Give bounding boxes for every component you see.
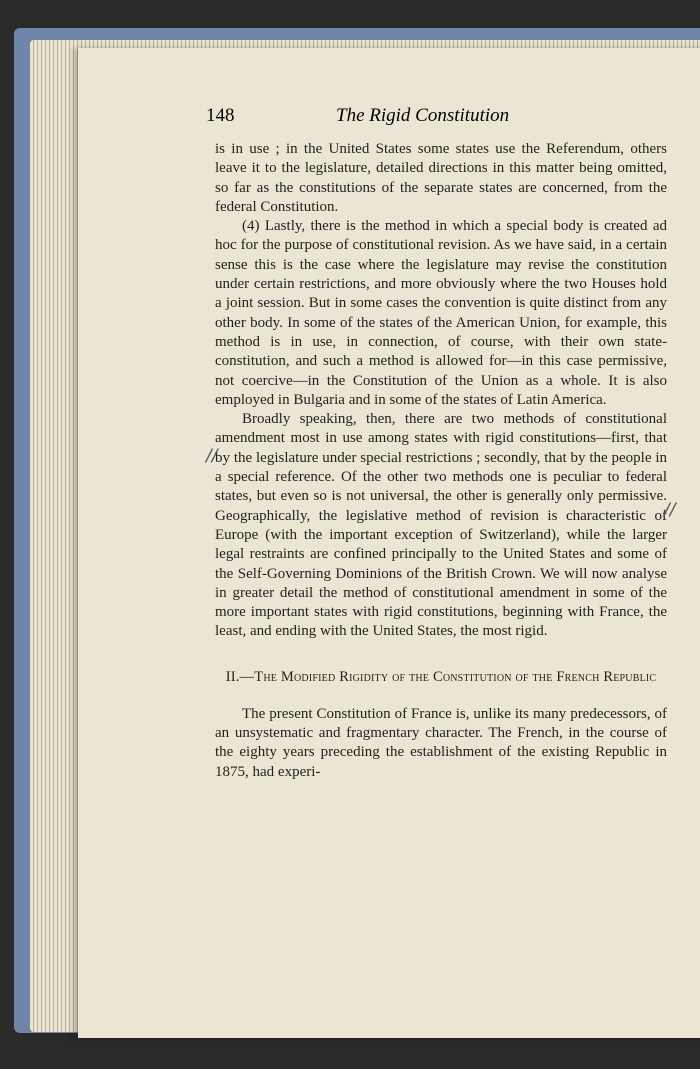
running-title: The Rigid Constitution (336, 105, 510, 126)
margin-mark-left: // (206, 446, 218, 466)
paragraph-3: Broadly speaking, then, there are two methods of constitutional amendment most in use among states with rigid constitutions—first, that by the legislature under special restrictions ; secondly, that by the people in a special reference. Of the other two methods one is peculiar to federal states, but even so is not universal, the other is generally only permissive. Geographically, the legislative method of revision is characteristic of Europe (with the important exception of Switzerland), while the larger legal restraints are confined principally to the United States and some of the Self-Governing Dominions of the British Crown. We will now analyse in greater detail the method of constitutional amendment in some of the more important states with rigid constitutions, beginning with France, the least, and ending with the United States, the most rigid. (215, 411, 667, 640)
section-heading: II.—The Modified Rigidity of the Constitution of the French Republic (225, 668, 657, 685)
paragraph-1: is in use ; in the United States some states use the Referendum, others leave it to the legislature, detailed directions in this matter being omitted, so far as the constitutions of the separate states are concerned, from the federal Constitution. (215, 141, 667, 215)
running-header (136, 100, 672, 130)
margin-mark-right: // (664, 500, 676, 520)
page-body (215, 140, 667, 782)
page-number: 148 (206, 105, 235, 126)
paragraph-4: The present Constitution of France is, unlike its many predecessors, of an unsystematic and fragmentary character. The French, in the course of the eighty years preceding the establishment of the existing Republic in 1875, had experi- (215, 705, 667, 780)
paragraph-2: (4) Lastly, there is the method in which a special body is created ad hoc for the purpose of constitutional revision. As we have said, in a certain sense this is the case where the legislature may revise the constitution under certain restrictions, and more obviously where the two Houses hold a joint session. But in some cases the convention is quite distinct from any other body. In some of the states of the American Union, for example, this method is in use, in connection, of course, with their own state-constitution, and such a method is allowed for—in this case permissive, not coercive—in the Constitution of the Union as a whole. It is also employed in Bulgaria and in some of the states of Latin America. (215, 218, 667, 408)
